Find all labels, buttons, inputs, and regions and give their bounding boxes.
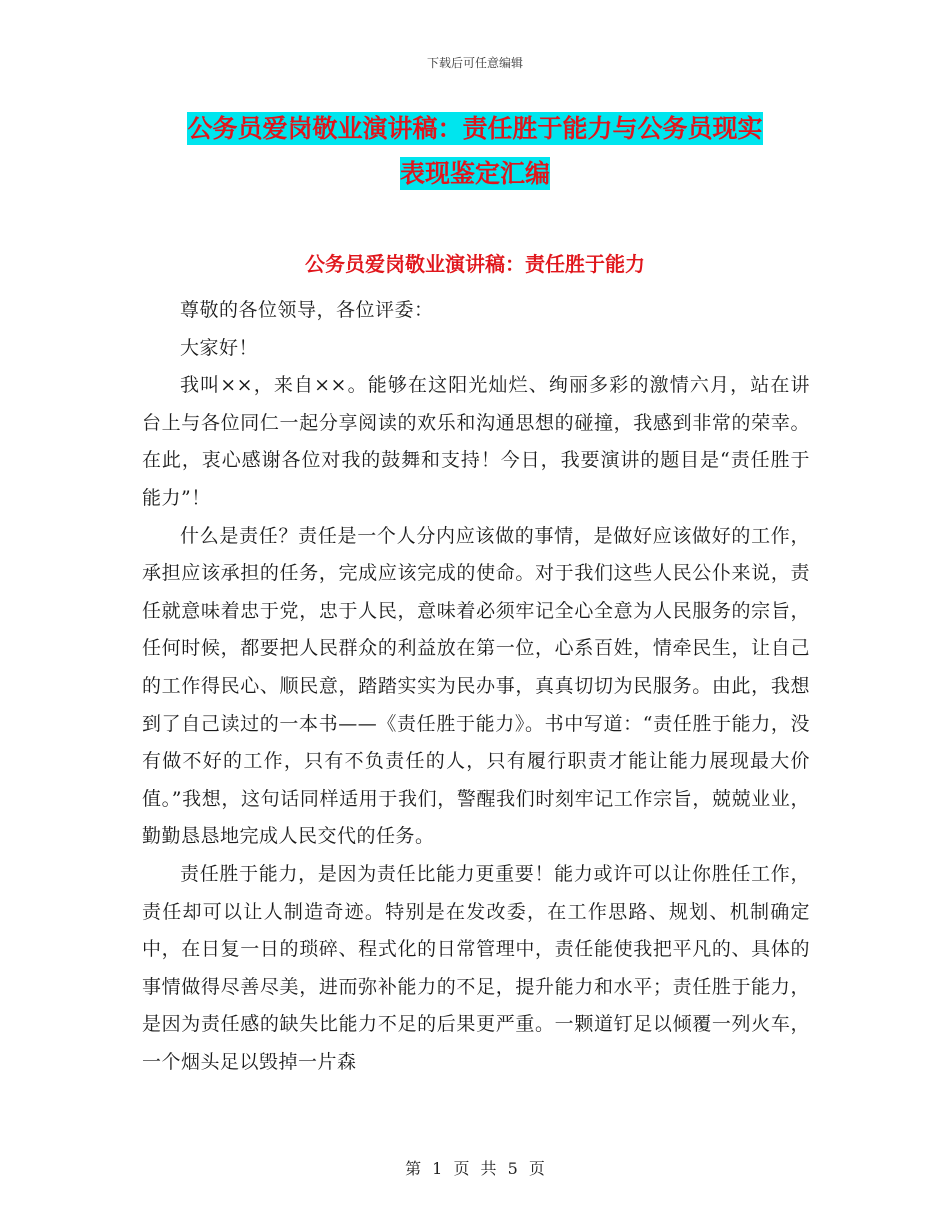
header-note: 下载后可任意编辑: [426, 56, 523, 70]
paragraph: 责任胜于能力，是因为责任比能力更重要！能力或许可以让你胜任工作，责任却可以让人制造奇迹。特别是在发改委，在工作思路、规划、机制确定中，在日复一日的琐碎、程式化的日常管理中，责任能使我把平凡的、具体的事情做得尽善尽美，进而弥补能力的不足，提升能力和水平；责任胜于能力，是因为责任感的缺失比能力不足的后果更严重。一颗道钉足以倾覆一列火车，一个烟头足以毁掉一片森: [142, 862, 810, 1073]
title-line-1: 公务员爱岗敬业演讲稿：责任胜于能力与公务员现实: [187, 114, 763, 143]
section-title: 公务员爱岗敬业演讲稿：责任胜于能力: [305, 252, 645, 276]
document-title: [130, 106, 820, 196]
body-text: [142, 292, 810, 1081]
paragraph-greeting: 大家好！: [180, 336, 259, 359]
paragraph: 我叫××，来自××。能够在这阳光灿烂、绚丽多彩的激情六月，站在讲台上与各位同仁一起分享阅读的欢乐和沟通思想的碰撞，我感到非常的荣幸。在此，衷心感谢各位对我的鼓舞和支持！今日，我要演讲的题目是“责任胜于能力”！: [142, 374, 810, 509]
paragraph: 什么是责任？责任是一个人分内应该做的事情，是做好应该做好的工作，承担应该承担的任务，完成应该完成的使命。对于我们这些人民公仆来说，责任就意味着忠于党，忠于人民，意味着必须牢记全心全意为人民服务的宗旨，任何时候，都要把人民群众的利益放在第一位，心系百姓，情牵民生，让自己的工作得民心、顺民意，踏踏实实为民办事，真真切切为民服务。由此，我想到了自己读过的一本书——《责任胜于能力》。书中写道：“责任胜于能力，没有做不好的工作，只有不负责任的人，只有履行职责才能让能力展现最大价值。”我想，这句话同样适用于我们，警醒我们时刻牢记工作宗旨，兢兢业业，勤勤恳恳地完成人民交代的任务。: [142, 524, 810, 848]
title-line-2: 表现鉴定汇编: [399, 159, 550, 188]
paragraph-salutation: 尊敬的各位领导，各位评委：: [180, 299, 434, 321]
page-footer: 第 1 页 共 5 页: [405, 1159, 545, 1178]
